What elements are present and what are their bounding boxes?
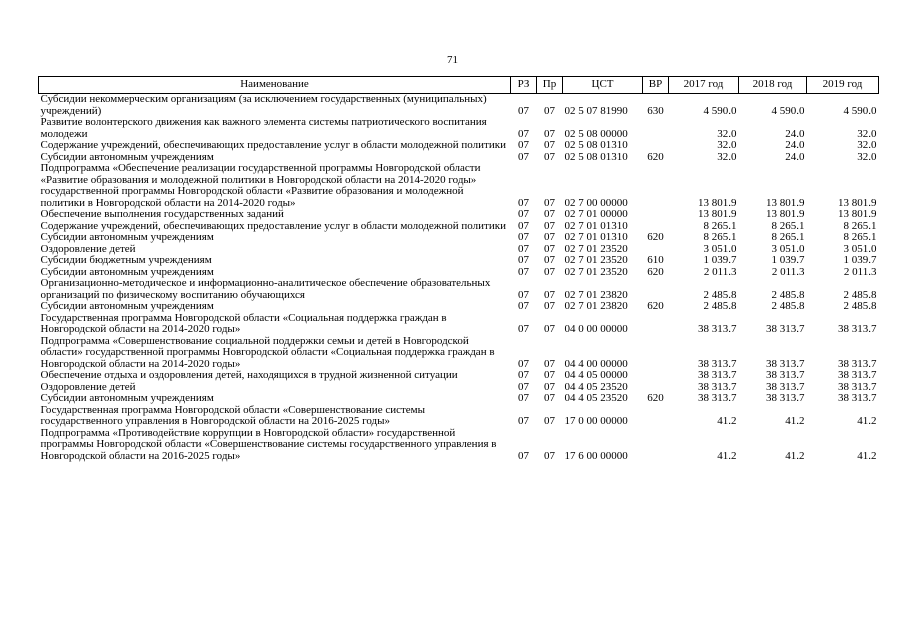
row-value-2018: 41.2 bbox=[785, 449, 805, 462]
table-row bbox=[39, 393, 879, 405]
row-value-2017: 38 313.7 bbox=[698, 392, 737, 404]
table-header bbox=[39, 77, 879, 94]
row-cst: 02 5 08 00000 bbox=[564, 127, 628, 140]
table-row bbox=[39, 405, 879, 428]
row-value-2017: 38 313.7 bbox=[698, 323, 737, 335]
row-value-2017: 32.0 bbox=[717, 127, 737, 140]
table-row bbox=[39, 94, 879, 118]
row-value-2018: 3 051.0 bbox=[771, 242, 805, 255]
row-name: Содержание учреждений, обеспечивающих предоставление услуг в области молодежной политики bbox=[40, 219, 506, 232]
row-value-2018: 2 485.8 bbox=[771, 288, 805, 301]
row-name: Развитие волонтерского движения как важного элемента системы патриотического воспитания молодежи bbox=[40, 116, 487, 140]
row-name: Государственная программа Новгородской области «Совершенствование системы государственного управления в Новгородской области на 2016-2025 годы» bbox=[40, 403, 426, 427]
row-name: Оздоровление детей bbox=[40, 380, 136, 393]
row-cst: 04 4 00 00000 bbox=[564, 357, 628, 370]
row-value-2019: 38 313.7 bbox=[838, 380, 877, 393]
row-pr: 07 bbox=[544, 265, 555, 278]
row-rz: 07 bbox=[518, 254, 529, 266]
row-cst: 02 7 01 00000 bbox=[564, 208, 628, 220]
row-vr: 610 bbox=[647, 254, 664, 266]
row-name: Подпрограмма «Совершенствование социальной поддержки семьи и детей в Новгородской области» государственной программы Новгородской области «Социальная поддержка граждан в Новгородской области на 2014-2020 годы» bbox=[40, 334, 495, 370]
table-row bbox=[39, 336, 879, 371]
row-name: Субсидии автономным учреждениям bbox=[40, 265, 214, 278]
header-rz: РЗ bbox=[511, 77, 537, 94]
table-row bbox=[39, 428, 879, 463]
row-value-2019: 8 265.1 bbox=[843, 219, 877, 232]
row-value-2017: 32.0 bbox=[717, 139, 737, 151]
header-row bbox=[39, 77, 879, 94]
row-pr: 07 bbox=[544, 415, 555, 427]
row-value-2018: 38 313.7 bbox=[766, 369, 805, 381]
row-vr bbox=[643, 336, 669, 371]
row-name: Организационно-методическое и информационно-аналитическое обеспечение образовательных организаций по физическому воспитанию обучающихся bbox=[40, 277, 491, 301]
header-name: Наименование bbox=[39, 77, 511, 94]
row-value-2019: 1 039.7 bbox=[843, 254, 877, 266]
row-value-2018: 38 313.7 bbox=[766, 357, 805, 370]
row-value-2017: 2 011.3 bbox=[703, 265, 737, 278]
row-rz: 07 bbox=[518, 196, 529, 209]
row-rz: 07 bbox=[518, 357, 529, 370]
row-pr: 07 bbox=[544, 127, 555, 140]
row-pr: 07 bbox=[544, 139, 555, 151]
table-row bbox=[39, 301, 879, 313]
row-pr: 07 bbox=[544, 208, 555, 220]
row-vr: 620 bbox=[647, 300, 664, 312]
table-row bbox=[39, 117, 879, 140]
row-value-2018: 38 313.7 bbox=[766, 392, 805, 404]
row-rz: 07 bbox=[518, 288, 529, 301]
row-value-2019: 4 590.0 bbox=[843, 104, 877, 117]
table-row bbox=[39, 313, 879, 336]
row-vr: 620 bbox=[647, 392, 664, 404]
row-value-2017: 2 485.8 bbox=[703, 288, 737, 301]
row-rz: 07 bbox=[518, 231, 529, 243]
row-vr bbox=[643, 370, 669, 382]
row-value-2018: 13 801.9 bbox=[766, 208, 805, 220]
row-pr: 07 bbox=[544, 357, 555, 370]
row-vr bbox=[643, 163, 669, 209]
header-vr: ВР bbox=[643, 77, 669, 94]
row-name: Оздоровление детей bbox=[40, 242, 136, 255]
row-rz: 07 bbox=[518, 208, 529, 220]
row-vr bbox=[643, 428, 669, 463]
row-value-2017: 41.2 bbox=[717, 449, 737, 462]
row-name: Субсидии автономным учреждениям bbox=[40, 392, 214, 404]
row-pr: 07 bbox=[544, 219, 555, 232]
row-value-2017: 32.0 bbox=[717, 150, 737, 163]
row-value-2017: 2 485.8 bbox=[703, 300, 737, 312]
row-vr: 620 bbox=[647, 265, 664, 278]
row-cst: 02 5 08 01310 bbox=[564, 139, 628, 151]
table-row bbox=[39, 163, 879, 209]
table-row bbox=[39, 370, 879, 382]
row-cst: 17 6 00 00000 bbox=[564, 449, 628, 462]
row-value-2017: 38 313.7 bbox=[698, 369, 737, 381]
row-vr: 620 bbox=[647, 150, 664, 163]
header-2019: 2019 год bbox=[807, 77, 879, 94]
row-value-2019: 13 801.9 bbox=[838, 196, 877, 209]
row-pr: 07 bbox=[544, 150, 555, 163]
row-value-2018: 2 011.3 bbox=[771, 265, 805, 278]
row-cst: 17 0 00 00000 bbox=[564, 415, 628, 427]
row-rz: 07 bbox=[518, 104, 529, 117]
row-value-2019: 32.0 bbox=[857, 127, 877, 140]
row-cst: 02 7 01 01310 bbox=[564, 219, 628, 232]
row-value-2018: 2 485.8 bbox=[771, 300, 805, 312]
row-name: Государственная программа Новгородской области «Социальная поддержка граждан в Новгородской области на 2014-2020 годы» bbox=[40, 311, 447, 335]
row-value-2018: 1 039.7 bbox=[771, 254, 805, 266]
row-name: Подпрограмма «Противодействие коррупции в Новгородской области» государственной программы Новгородской области «Совершенствование системы государственного управления в Новгородской области на 2016-2025 годы» bbox=[40, 426, 497, 462]
header-cst: ЦСТ bbox=[563, 77, 643, 94]
row-vr bbox=[643, 209, 669, 221]
row-value-2018: 24.0 bbox=[785, 127, 805, 140]
header-2018: 2018 год bbox=[739, 77, 807, 94]
row-pr: 07 bbox=[544, 323, 555, 335]
row-pr: 07 bbox=[544, 254, 555, 266]
row-rz: 07 bbox=[518, 265, 529, 278]
row-value-2018: 8 265.1 bbox=[771, 219, 805, 232]
row-cst: 04 4 05 23520 bbox=[564, 380, 628, 393]
row-cst: 02 7 01 01310 bbox=[564, 231, 628, 243]
header-pr: Пр bbox=[537, 77, 563, 94]
table-row bbox=[39, 140, 879, 152]
row-rz: 07 bbox=[518, 369, 529, 381]
budget-table bbox=[38, 76, 879, 462]
row-rz: 07 bbox=[518, 127, 529, 140]
row-name: Субсидии автономным учреждениям bbox=[40, 150, 214, 163]
row-value-2018: 41.2 bbox=[785, 415, 805, 427]
row-vr bbox=[643, 278, 669, 301]
row-pr: 07 bbox=[544, 449, 555, 462]
table-row bbox=[39, 232, 879, 244]
row-value-2017: 13 801.9 bbox=[698, 196, 737, 209]
row-pr: 07 bbox=[544, 242, 555, 255]
row-rz: 07 bbox=[518, 415, 529, 427]
row-value-2018: 13 801.9 bbox=[766, 196, 805, 209]
page-number: 71 bbox=[447, 54, 458, 66]
row-rz: 07 bbox=[518, 392, 529, 404]
row-value-2018: 38 313.7 bbox=[766, 380, 805, 393]
row-value-2017: 1 039.7 bbox=[703, 254, 737, 266]
row-name: Обеспечение отдыха и оздоровления детей, находящихся в трудной жизненной ситуации bbox=[40, 369, 458, 381]
row-name: Субсидии автономным учреждениям bbox=[40, 300, 214, 312]
row-rz: 07 bbox=[518, 139, 529, 151]
table-body bbox=[39, 94, 879, 463]
row-cst: 02 7 01 23520 bbox=[564, 242, 628, 255]
row-cst: 02 7 00 00000 bbox=[564, 196, 628, 209]
row-pr: 07 bbox=[544, 231, 555, 243]
row-name: Субсидии некоммерческим организациям (за исключением государственных (муниципальных) учреждений) bbox=[40, 93, 487, 117]
row-value-2018: 4 590.0 bbox=[771, 104, 805, 117]
table-row bbox=[39, 209, 879, 221]
row-rz: 07 bbox=[518, 242, 529, 255]
row-vr bbox=[643, 405, 669, 428]
row-rz: 07 bbox=[518, 219, 529, 232]
row-cst: 02 5 07 81990 bbox=[564, 104, 628, 117]
row-cst: 02 5 08 01310 bbox=[564, 150, 628, 163]
row-cst: 02 7 01 23820 bbox=[564, 288, 628, 301]
row-rz: 07 bbox=[518, 323, 529, 335]
row-value-2017: 13 801.9 bbox=[698, 208, 737, 220]
row-rz: 07 bbox=[518, 380, 529, 393]
row-vr: 620 bbox=[647, 231, 664, 243]
row-vr bbox=[643, 313, 669, 336]
row-value-2019: 2 485.8 bbox=[843, 288, 877, 301]
row-value-2019: 8 265.1 bbox=[843, 231, 877, 243]
row-value-2019: 2 485.8 bbox=[843, 300, 877, 312]
row-value-2018: 24.0 bbox=[785, 139, 805, 151]
row-pr: 07 bbox=[544, 392, 555, 404]
row-pr: 07 bbox=[544, 300, 555, 312]
table-row bbox=[39, 278, 879, 301]
row-pr: 07 bbox=[544, 369, 555, 381]
row-pr: 07 bbox=[544, 288, 555, 301]
row-value-2019: 38 313.7 bbox=[838, 323, 877, 335]
row-value-2019: 38 313.7 bbox=[838, 392, 877, 404]
header-2017: 2017 год bbox=[669, 77, 739, 94]
row-cst: 02 7 01 23820 bbox=[564, 300, 628, 312]
row-value-2019: 38 313.7 bbox=[838, 369, 877, 381]
row-value-2019: 38 313.7 bbox=[838, 357, 877, 370]
row-name: Обеспечение выполнения государственных заданий bbox=[40, 208, 284, 220]
row-name: Содержание учреждений, обеспечивающих предоставление услуг в области молодежной политики bbox=[40, 139, 506, 151]
row-pr: 07 bbox=[544, 104, 555, 117]
row-value-2017: 41.2 bbox=[717, 415, 737, 427]
row-name: Подпрограмма «Обеспечение реализации государственной программы Новгородской области «Развитие образования и молодежной политики в Новгородской области на 2014-2020 годы» государственной программы Новгородской области «Развитие образования и молодежной политики в Новгородской области на 2014-2020 годы» bbox=[40, 162, 481, 209]
row-value-2019: 32.0 bbox=[857, 150, 877, 163]
row-name: Субсидии бюджетным учреждениям bbox=[40, 254, 212, 266]
row-cst: 04 4 05 00000 bbox=[564, 369, 628, 381]
row-rz: 07 bbox=[518, 300, 529, 312]
row-value-2019: 13 801.9 bbox=[838, 208, 877, 220]
row-value-2017: 3 051.0 bbox=[703, 242, 737, 255]
row-vr: 630 bbox=[647, 104, 664, 117]
row-rz: 07 bbox=[518, 449, 529, 462]
row-value-2019: 2 011.3 bbox=[843, 265, 877, 278]
row-rz: 07 bbox=[518, 150, 529, 163]
table-row bbox=[39, 255, 879, 267]
row-value-2017: 38 313.7 bbox=[698, 357, 737, 370]
row-pr: 07 bbox=[544, 196, 555, 209]
row-value-2017: 8 265.1 bbox=[703, 231, 737, 243]
row-pr: 07 bbox=[544, 380, 555, 393]
row-cst: 04 4 05 23520 bbox=[564, 392, 628, 404]
row-name: Субсидии автономным учреждениям bbox=[40, 231, 214, 243]
row-value-2019: 32.0 bbox=[857, 139, 877, 151]
row-cst: 02 7 01 23520 bbox=[564, 265, 628, 278]
row-value-2018: 8 265.1 bbox=[771, 231, 805, 243]
row-vr bbox=[643, 117, 669, 140]
row-value-2018: 24.0 bbox=[785, 150, 805, 163]
row-value-2018: 38 313.7 bbox=[766, 323, 805, 335]
row-value-2017: 38 313.7 bbox=[698, 380, 737, 393]
row-value-2019: 3 051.0 bbox=[843, 242, 877, 255]
row-value-2017: 8 265.1 bbox=[703, 219, 737, 232]
row-cst: 04 0 00 00000 bbox=[564, 323, 628, 335]
row-vr bbox=[643, 140, 669, 152]
row-cst: 02 7 01 23520 bbox=[564, 254, 628, 266]
row-value-2017: 4 590.0 bbox=[703, 104, 737, 117]
row-value-2019: 41.2 bbox=[857, 415, 877, 427]
row-value-2019: 41.2 bbox=[857, 449, 877, 462]
